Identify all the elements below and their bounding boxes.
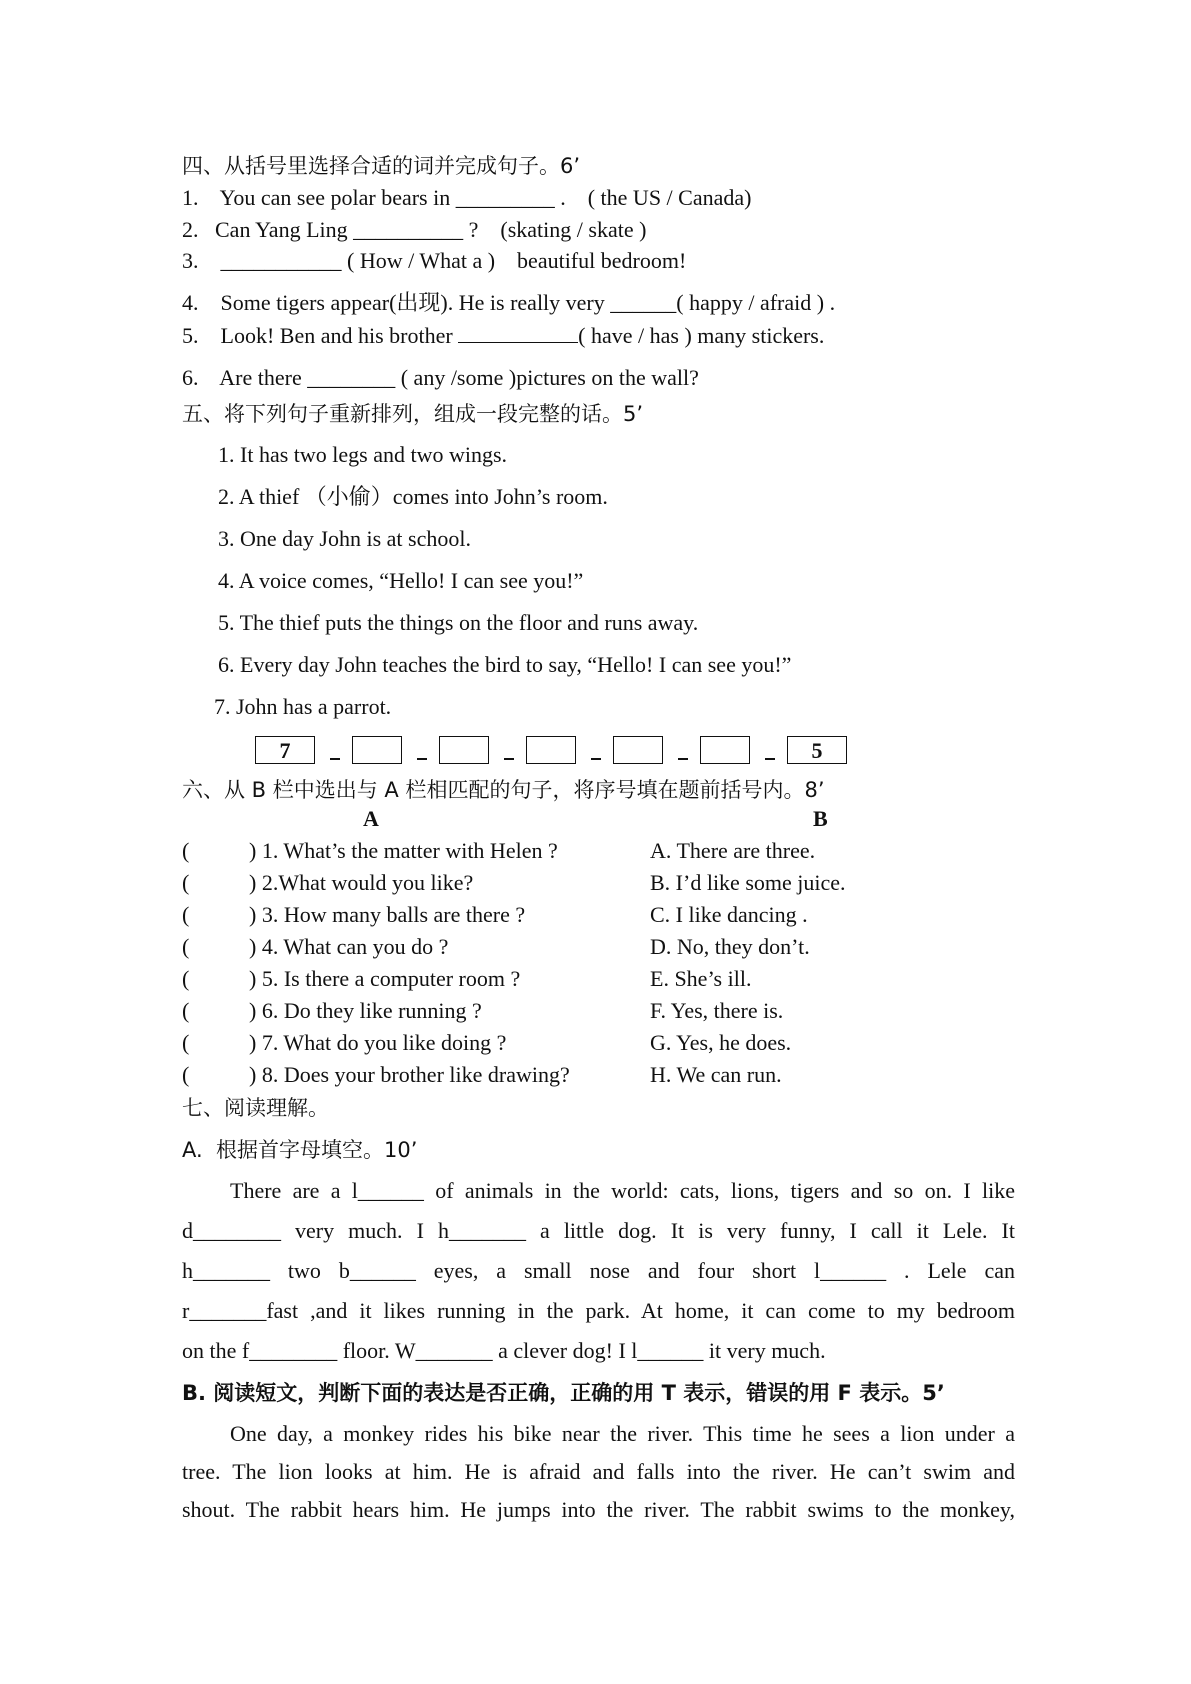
order-dash <box>678 758 688 760</box>
answer-paren[interactable]: ( <box>182 934 190 959</box>
part-a-line-3: h_______ two b______ eyes, a small nose and four short l______ . Lele can <box>182 1258 1015 1283</box>
s4-item-3: 3. ___________ ( How / What a ) beautiful bedroom! <box>182 248 687 273</box>
question-row <box>249 837 558 865</box>
answer-option: F. Yes, there is. <box>650 998 784 1023</box>
question-row <box>249 1029 506 1057</box>
paren-close: ) <box>249 1062 257 1087</box>
answer-option: A. There are three. <box>650 838 816 863</box>
part-b-line-2: tree. The lion looks at him. He is afraid and falls into the river. He can’t swim and <box>182 1459 1015 1484</box>
part-a-line-2: d________ very much. I h_______ a little dog. It is very funny, I call it Lele. It <box>182 1218 1015 1243</box>
question-row <box>249 1061 570 1089</box>
answer-option: E. She’s ill. <box>650 966 752 991</box>
s5-item-5: 5. The thief puts the things on the floor and runs away. <box>218 610 699 635</box>
answer-paren[interactable]: ( <box>182 870 190 895</box>
order-box-2[interactable] <box>352 736 402 764</box>
answer-option: D. No, they don’t. <box>650 934 810 959</box>
section-7-heading: 七、阅读理解。 <box>182 1096 329 1120</box>
order-box-4[interactable] <box>526 736 576 764</box>
order-box-1[interactable]: 7 <box>255 736 315 764</box>
answer-option: C. I like dancing . <box>650 902 808 927</box>
part-b-line-3: shout. The rabbit hears him. He jumps into the river. The rabbit swims to the monkey, <box>182 1497 1015 1522</box>
paren-close: ) <box>249 966 257 991</box>
paren-close: ) <box>249 902 257 927</box>
s4-item-5-blank <box>458 324 578 343</box>
s4-item-6: 6. Are there ________ ( any /some )pictures on the wall? <box>182 365 699 390</box>
order-box-5[interactable] <box>613 736 663 764</box>
s4-item-2: 2. Can Yang Ling __________ ? (skating / skate ) <box>182 217 647 242</box>
order-dash <box>417 758 427 760</box>
answer-paren[interactable]: ( <box>182 966 190 991</box>
paren-close: ) <box>249 1030 257 1055</box>
question-text: 8. Does your brother like drawing? <box>261 1062 570 1087</box>
part-b-heading: B. 阅读短文，判断下面的表达是否正确，正确的用 T 表示，错误的用 F 表示。5’ <box>182 1381 945 1405</box>
answer-option: B. I’d like some juice. <box>650 870 846 895</box>
section-4-heading: 四、从括号里选择合适的词并完成句子。6’ <box>182 154 581 178</box>
paren-close: ) <box>249 934 257 959</box>
order-box-7[interactable]: 5 <box>787 736 847 764</box>
answer-paren[interactable]: ( <box>182 1062 190 1087</box>
s4-item-5 <box>182 322 824 350</box>
question-text: 6. Do they like running ? <box>261 998 482 1023</box>
part-b-line-1: One day, a monkey rides his bike near the river. This time he sees a lion under a <box>230 1421 1015 1446</box>
section-5-heading: 五、将下列句子重新排列，组成一段完整的话。5’ <box>182 402 644 426</box>
order-dash <box>591 758 601 760</box>
s4-item-4: 4. Some tigers appear(出现). He is really very ______( happy / afraid ) . <box>182 290 836 315</box>
s5-item-6: 6. Every day John teaches the bird to say, “Hello! I can see you!” <box>218 652 792 677</box>
question-row <box>249 901 525 929</box>
answer-paren[interactable]: ( <box>182 838 190 863</box>
question-text: 4. What can you do ? <box>261 934 449 959</box>
question-row <box>249 965 520 993</box>
answer-paren[interactable]: ( <box>182 902 190 927</box>
s5-item-7: 7. John has a parrot. <box>214 694 392 719</box>
part-a-heading: A. 根据首字母填空。10’ <box>182 1138 418 1162</box>
s5-item-2: 2. A thief （小偷）comes into John’s room. <box>218 484 608 509</box>
s4-item-5-text: 5. Look! Ben and his brother <box>182 323 459 348</box>
question-row <box>249 869 473 897</box>
part-a-line-5: on the f________ floor. W_______ a clever dog! I l______ it very much. <box>182 1338 826 1363</box>
question-text: 2.What would you like? <box>261 870 474 895</box>
answer-paren[interactable]: ( <box>182 1030 190 1055</box>
order-box-3[interactable] <box>439 736 489 764</box>
answer-paren[interactable]: ( <box>182 998 190 1023</box>
question-text: 7. What do you like doing ? <box>261 1030 507 1055</box>
order-dash <box>504 758 514 760</box>
part-a-line-4: r_______fast ,and it likes running in the park. At home, it can come to my bedroom <box>182 1298 1015 1323</box>
order-box-6[interactable] <box>700 736 750 764</box>
question-text: 3. How many balls are there ? <box>261 902 526 927</box>
answer-option: H. We can run. <box>650 1062 782 1087</box>
question-row <box>249 933 448 961</box>
section-6-heading: 六、从 B 栏中选出与 A 栏相匹配的句子，将序号填在题前括号内。8’ <box>182 778 825 802</box>
s5-item-4: 4. A voice comes, “Hello! I can see you!” <box>218 568 584 593</box>
part-a-line-1: There are a l______ of animals in the world: cats, lions, tigers and so on. I like <box>230 1178 1015 1203</box>
s4-item-5-tail: ( have / has ) many stickers. <box>578 323 825 348</box>
answer-option: G. Yes, he does. <box>650 1030 792 1055</box>
paren-close: ) <box>249 998 257 1023</box>
s5-item-1: 1. It has two legs and two wings. <box>218 442 508 467</box>
order-dash <box>330 758 340 760</box>
column-a-header: A <box>363 806 379 831</box>
s5-item-3: 3. One day John is at school. <box>218 526 471 551</box>
question-text: 1. What’s the matter with Helen ? <box>261 838 558 863</box>
question-row <box>249 997 482 1025</box>
paren-close: ) <box>249 838 257 863</box>
question-text: 5. Is there a computer room ? <box>261 966 521 991</box>
column-b-header: B <box>813 806 828 831</box>
order-dash <box>765 758 775 760</box>
paren-close: ) <box>249 870 257 895</box>
s4-item-1: 1. You can see polar bears in _________ . ( the US / Canada) <box>182 185 752 210</box>
